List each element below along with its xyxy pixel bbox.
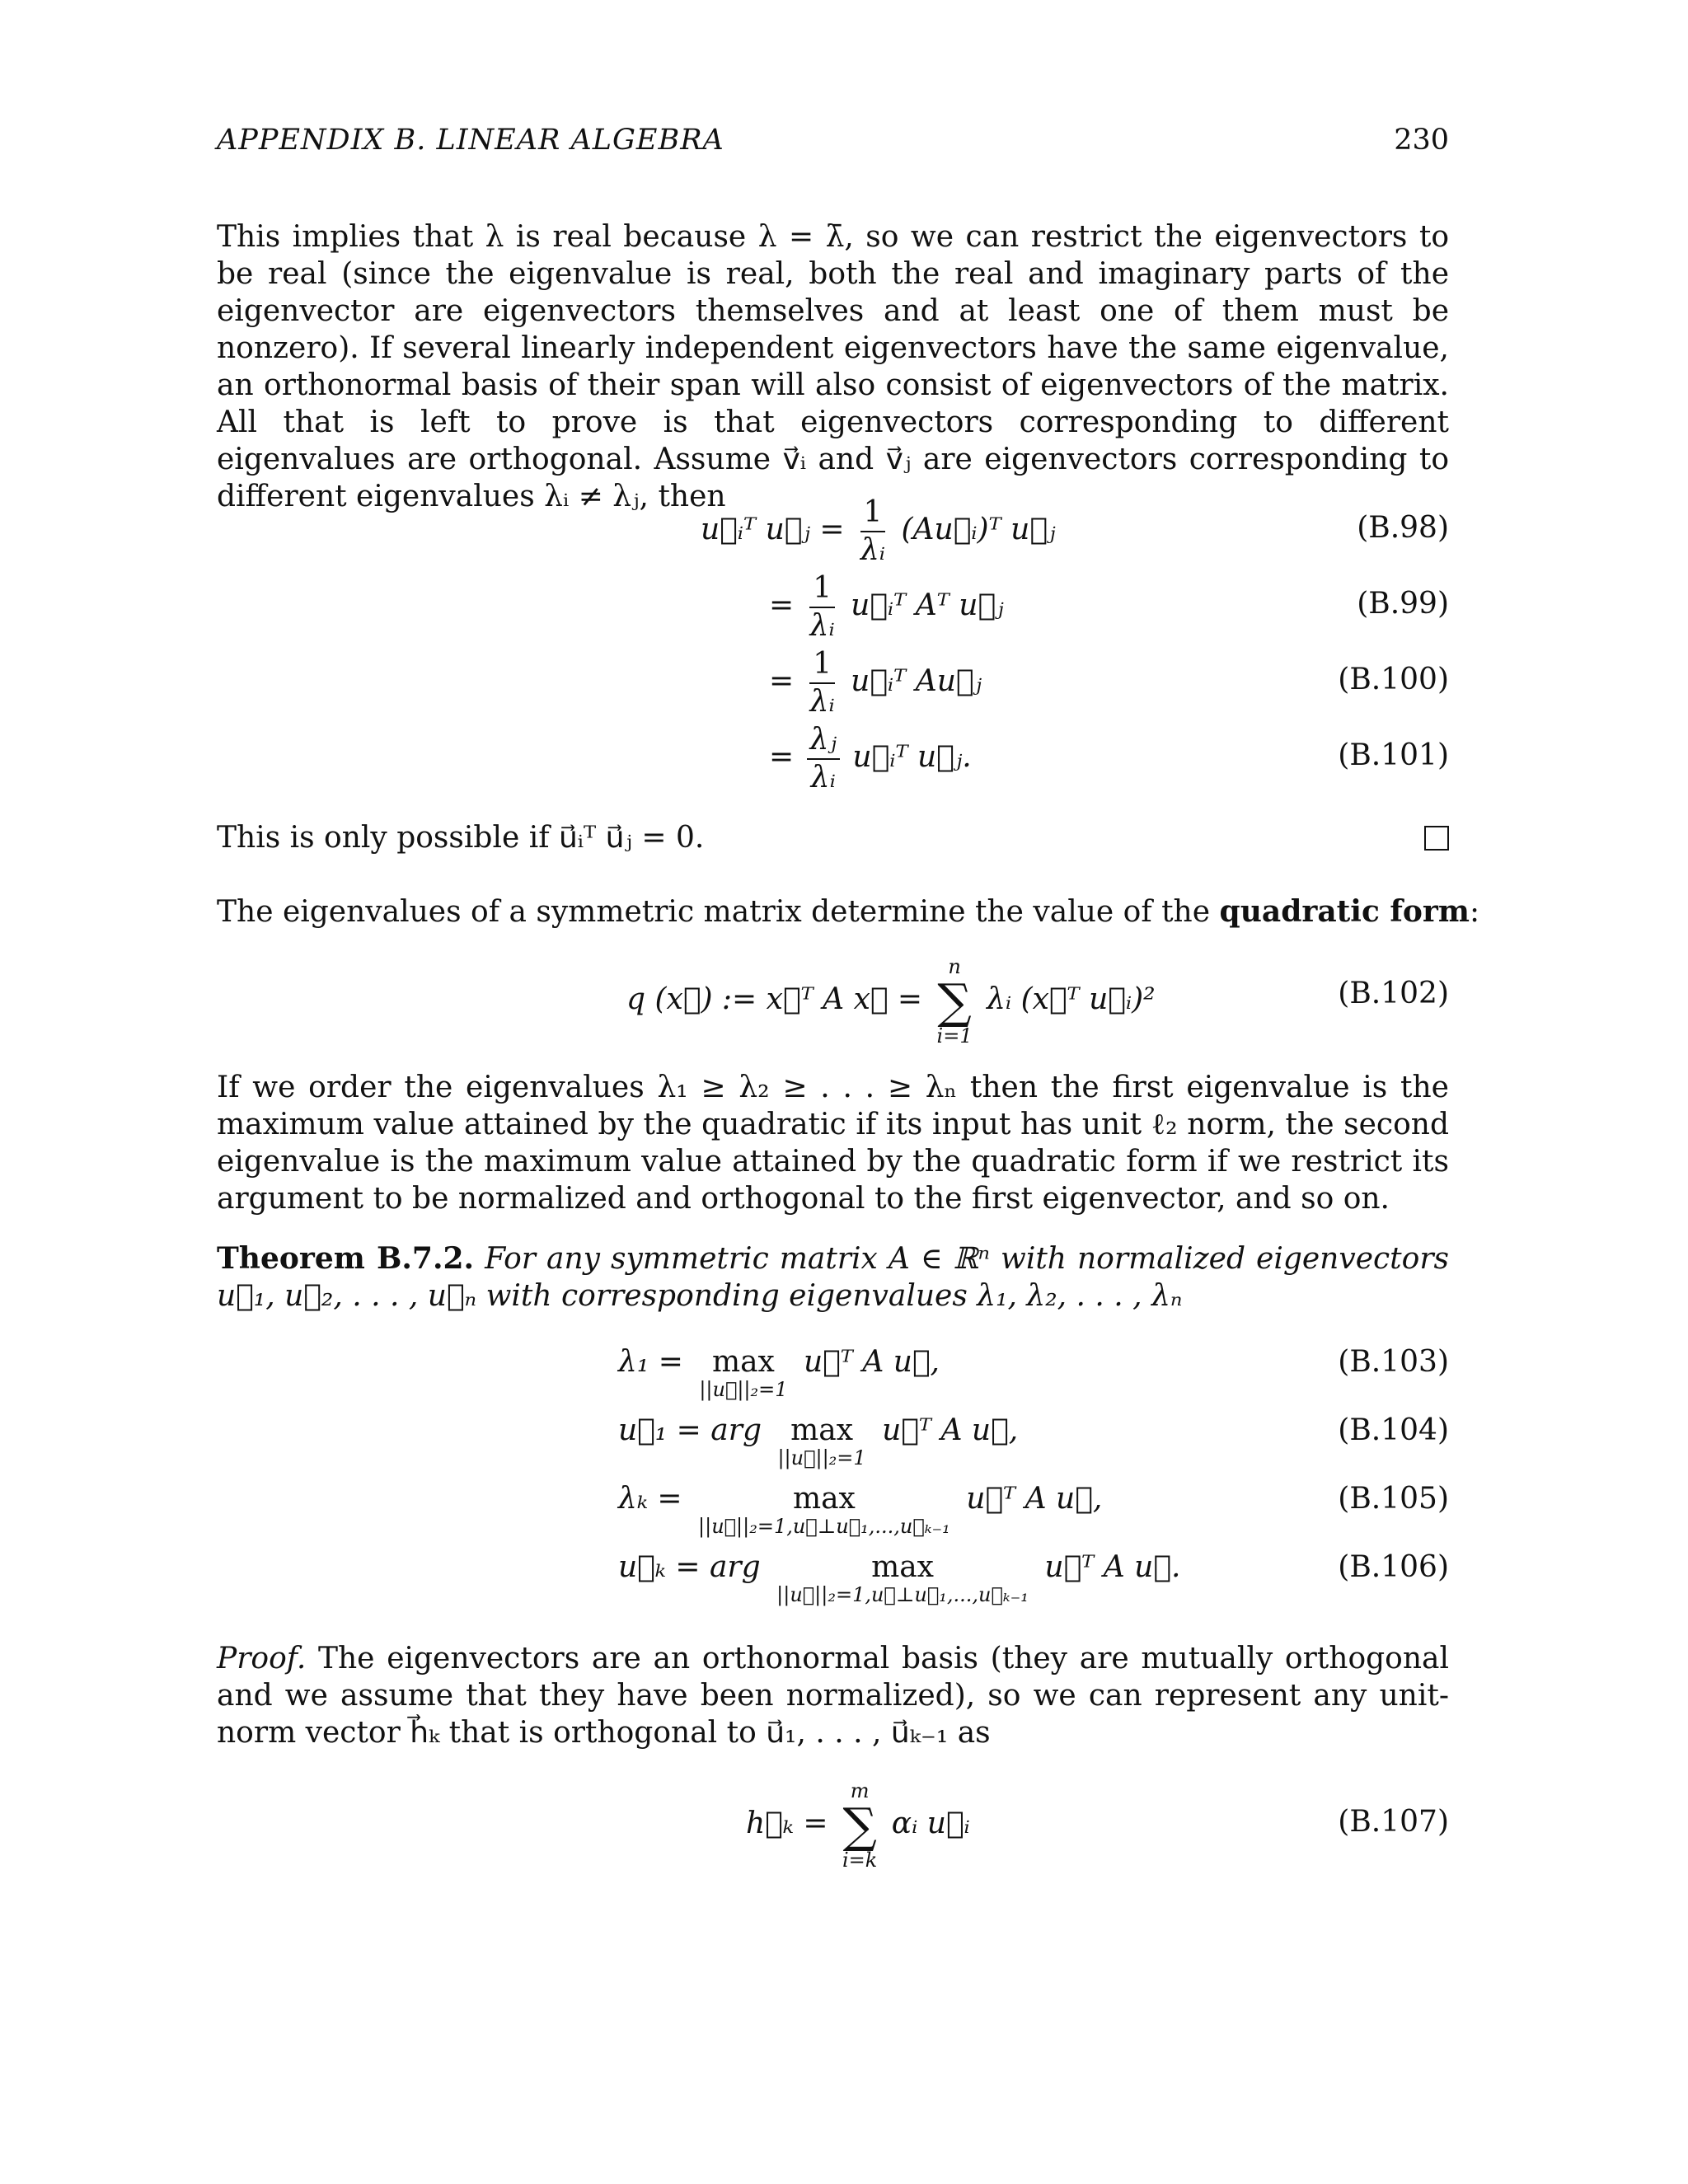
eq104-lhs: u⃗₁ = arg [618, 1413, 762, 1447]
eq102-upper: n [948, 955, 961, 978]
eq101-fraction [807, 722, 840, 796]
eq104-rest: u⃗ᵀ A u⃗, [882, 1413, 1019, 1447]
eq103-lhs: λ₁ = [618, 1345, 683, 1379]
eq102-lower: i=1 [936, 1024, 973, 1047]
equation-b102 [626, 956, 1156, 1047]
only-possible-line: This is only possible if u⃗ᵢᵀ u⃗ⱼ = 0. [217, 821, 705, 855]
eq104-op: max [790, 1413, 853, 1447]
proof-text: The eigenvectors are an orthonormal basis (they are mutually orthogonal and we assume that they have been normalized), so we can represent any unit-norm vector h⃗ₖ that is orthogonal to u⃗₁, . . . , u⃗ₖ₋₁ as [217, 1642, 1450, 1750]
eq106-rest: u⃗ᵀ A u⃗. [1044, 1550, 1181, 1584]
theorem-label: Theorem B.7.2. [217, 1241, 475, 1276]
eq101-lhs: = [769, 740, 795, 774]
eq107-label: (B.107) [1338, 1805, 1449, 1839]
equation-b101 [769, 722, 972, 796]
eq101-label: (B.101) [1338, 738, 1449, 772]
quadratic-intro-text: The eigenvalues of a symmetric matrix determine the value of the [217, 895, 1211, 929]
eq98-fraction [857, 494, 889, 569]
eq107-sum [842, 1780, 877, 1871]
sigma-icon: ∑ [842, 1797, 877, 1854]
eq105-label: (B.105) [1338, 1482, 1449, 1516]
eq99-fraction [807, 570, 838, 644]
quadratic-colon: : [1469, 895, 1480, 929]
eq105-max [698, 1482, 950, 1537]
eq99-label: (B.99) [1357, 587, 1449, 621]
eq104-label: (B.104) [1338, 1413, 1449, 1447]
eq104-sub: ||u⃗||₂=1 [777, 1446, 866, 1469]
eq107-lhs: h⃗ₖ = [746, 1807, 828, 1840]
theorem-text: For any symmetric matrix A ∈ ℝⁿ with normalized eigenvectors u⃗₁, u⃗₂, . . . , u⃗ₙ with corresponding eigenvalues λ₁, λ₂, . . . , λₙ [217, 1242, 1450, 1313]
proof-block [217, 1640, 1449, 1751]
equation-b100 [769, 646, 982, 720]
eq100-label: (B.100) [1338, 663, 1449, 696]
equation-b98 [701, 494, 1055, 569]
eq101-denominator: λᵢ [810, 761, 836, 794]
eq98-numerator: 1 [860, 494, 886, 532]
sigma-icon: ∑ [937, 973, 972, 1029]
eq102-sum [937, 956, 973, 1047]
running-header: APPENDIX B. LINEAR ALGEBRA [217, 124, 724, 157]
equation-b105 [618, 1482, 1102, 1537]
intro-paragraph [217, 218, 1449, 515]
eq105-sub: ||u⃗||₂=1,u⃗⊥u⃗₁,...,u⃗ₖ₋₁ [698, 1515, 950, 1538]
theorem-block [217, 1240, 1449, 1315]
eq100-rest: u⃗ᵢᵀ Au⃗ⱼ [851, 664, 982, 698]
eq106-op: max [871, 1550, 934, 1584]
eq100-denominator: λᵢ [809, 685, 835, 719]
eq99-lhs: = [769, 588, 795, 622]
eq105-lhs: λₖ = [618, 1482, 682, 1516]
eq102-rest: λᵢ (x⃗ᵀ u⃗ᵢ)² [987, 982, 1156, 1016]
equation-b103 [618, 1345, 940, 1400]
eq98-rest: (Au⃗ᵢ)ᵀ u⃗ⱼ [901, 513, 1056, 546]
intro-text: This implies that λ is real because λ = λ̄, so we can restrict the eigenvectors to be real (since the eigenvalue is real, both the real and imaginary parts of the eigenvector are eigenvectors themselves and at least one of them must be nonzero). If several linearly independent eigenvectors have the same eigenvalue, an orthonormal basis of their span will also consist of eigenvectors of the matrix. All that is left to prove is that eigenvectors corresponding to different eigenvalues are orthogonal. Assume v⃗ᵢ and v⃗ⱼ are eigenvectors corresponding to different eigenvalues λᵢ ≠ λⱼ, then [217, 220, 1449, 513]
eq107-lower: i=k [842, 1849, 878, 1872]
equation-b107 [746, 1780, 970, 1871]
eq106-sub: ||u⃗||₂=1,u⃗⊥u⃗₁,...,u⃗ₖ₋₁ [776, 1583, 1029, 1606]
eq103-sub: ||u⃗||₂=1 [699, 1378, 788, 1401]
eq102-lhs: q (x⃗) := x⃗ᵀ A x⃗ = [626, 982, 923, 1016]
eq104-max [777, 1413, 865, 1469]
eq102-label: (B.102) [1338, 977, 1449, 1010]
eq99-rest: u⃗ᵢᵀ Aᵀ u⃗ⱼ [851, 588, 1004, 622]
page-number: 230 [1394, 124, 1449, 157]
eq99-numerator: 1 [809, 570, 835, 608]
equation-b99 [769, 570, 1004, 644]
eq105-op: max [792, 1482, 856, 1516]
eq106-max [776, 1550, 1029, 1605]
eq100-numerator: 1 [809, 646, 835, 684]
qed-square-icon [1424, 826, 1449, 851]
ordering-paragraph [217, 1069, 1449, 1217]
eq98-denominator: λᵢ [860, 533, 886, 567]
quadratic-form-term: quadratic form [1219, 894, 1470, 929]
eq107-rest: αᵢ u⃗ᵢ [891, 1807, 970, 1840]
eq98-lhs: u⃗ᵢᵀ u⃗ⱼ = [701, 513, 845, 546]
eq100-lhs: = [769, 664, 795, 698]
eq103-rest: u⃗ᵀ A u⃗, [803, 1345, 940, 1379]
eq105-rest: u⃗ᵀ A u⃗, [966, 1482, 1103, 1516]
eq99-denominator: λᵢ [809, 609, 835, 643]
eq103-op: max [711, 1345, 775, 1379]
proof-label: Proof. [217, 1642, 307, 1675]
equation-b106 [618, 1550, 1180, 1605]
eq103-max [699, 1345, 787, 1400]
quadratic-intro [217, 894, 1479, 929]
eq107-upper: m [850, 1779, 870, 1802]
eq101-numerator: λⱼ [807, 722, 840, 760]
eq101-rest: u⃗ᵢᵀ u⃗ⱼ. [852, 740, 972, 774]
equation-b104 [618, 1413, 1018, 1469]
eq100-fraction [807, 646, 838, 720]
eq103-label: (B.103) [1338, 1345, 1449, 1379]
eq106-lhs: u⃗ₖ = arg [618, 1550, 761, 1584]
eq98-label: (B.98) [1357, 511, 1449, 545]
eq106-label: (B.106) [1338, 1550, 1449, 1584]
ordering-text: If we order the eigenvalues λ₁ ≥ λ₂ ≥ . . . ≥ λₙ then the first eigenvalue is the maximum value attained by the quadratic if its input has unit ℓ₂ norm, the second eigenvalue is the maximum value attained by the quadratic form if we restrict its argument to be normalized and orthogonal to the first eigenvector, and so on. [217, 1071, 1449, 1216]
